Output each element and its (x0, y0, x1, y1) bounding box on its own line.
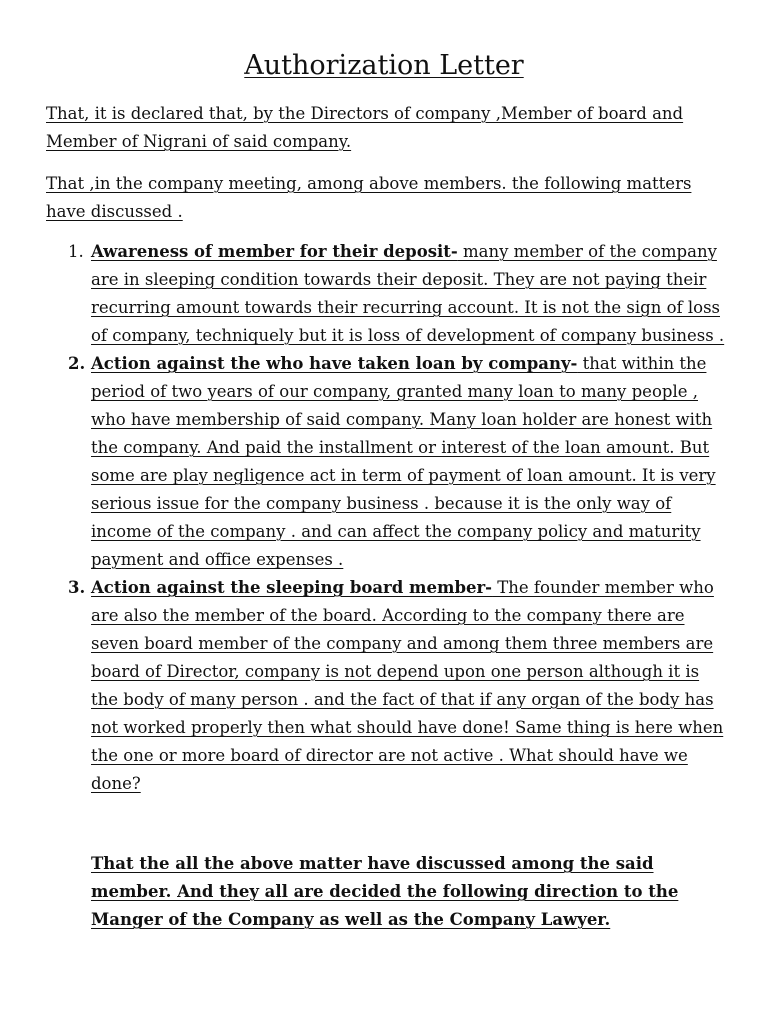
list-item-text: many member of the company are in sleeping condition towards their deposit. They are not paying their recurring amount towards their recurring account. It is not the sign of loss of company, techniquely but it is loss of development of company business . (91, 242, 725, 345)
conclusion-paragraph: That the all the above matter have discussed among the said member. And they all are decided the following direction to the Manger of the Company as well as the Company Lawyer. (91, 854, 679, 929)
list-item-number: 3. (68, 578, 86, 597)
page-title: Authorization Letter (244, 50, 524, 81)
list-item-number: 2. (68, 354, 86, 373)
meeting-paragraph: That ,in the company meeting, among above members. the following matters have discussed . (46, 174, 692, 221)
matters-list (46, 238, 730, 798)
list-item-heading: Awareness of member for their deposit- (91, 242, 458, 261)
list-item-text: The founder member who are also the member of the board. According to the company there are seven board member of the company and among them three members are board of Director, company is not depend upon one person although it is the body of many person . and the fact of that if any organ of the body has not worked properly then what should have done! Same thing is here when the one or more board of director are not active . What should have we done? (91, 578, 724, 793)
list-item-heading: Action against the who have taken loan by company- (91, 354, 578, 373)
list-item-number: 1. (68, 242, 84, 261)
list-item-heading: Action against the sleeping board member- (91, 578, 493, 597)
list-item (46, 350, 730, 574)
list-item (46, 238, 730, 350)
declaration-paragraph: That, it is declared that, by the Directors of company ,Member of board and Member of Nigrani of said company. (46, 104, 684, 151)
list-item (46, 574, 730, 798)
list-item-text: that within the period of two years of our company, granted many loan to many people , who have membership of said company. Many loan holder are honest with the company. And paid the installment or interest of the loan amount. But some are play negligence act in term of payment of loan amount. It is very serious issue for the company business . because it is the only way of income of the company . and can affect the company policy and maturity payment and office expenses . (91, 354, 716, 569)
